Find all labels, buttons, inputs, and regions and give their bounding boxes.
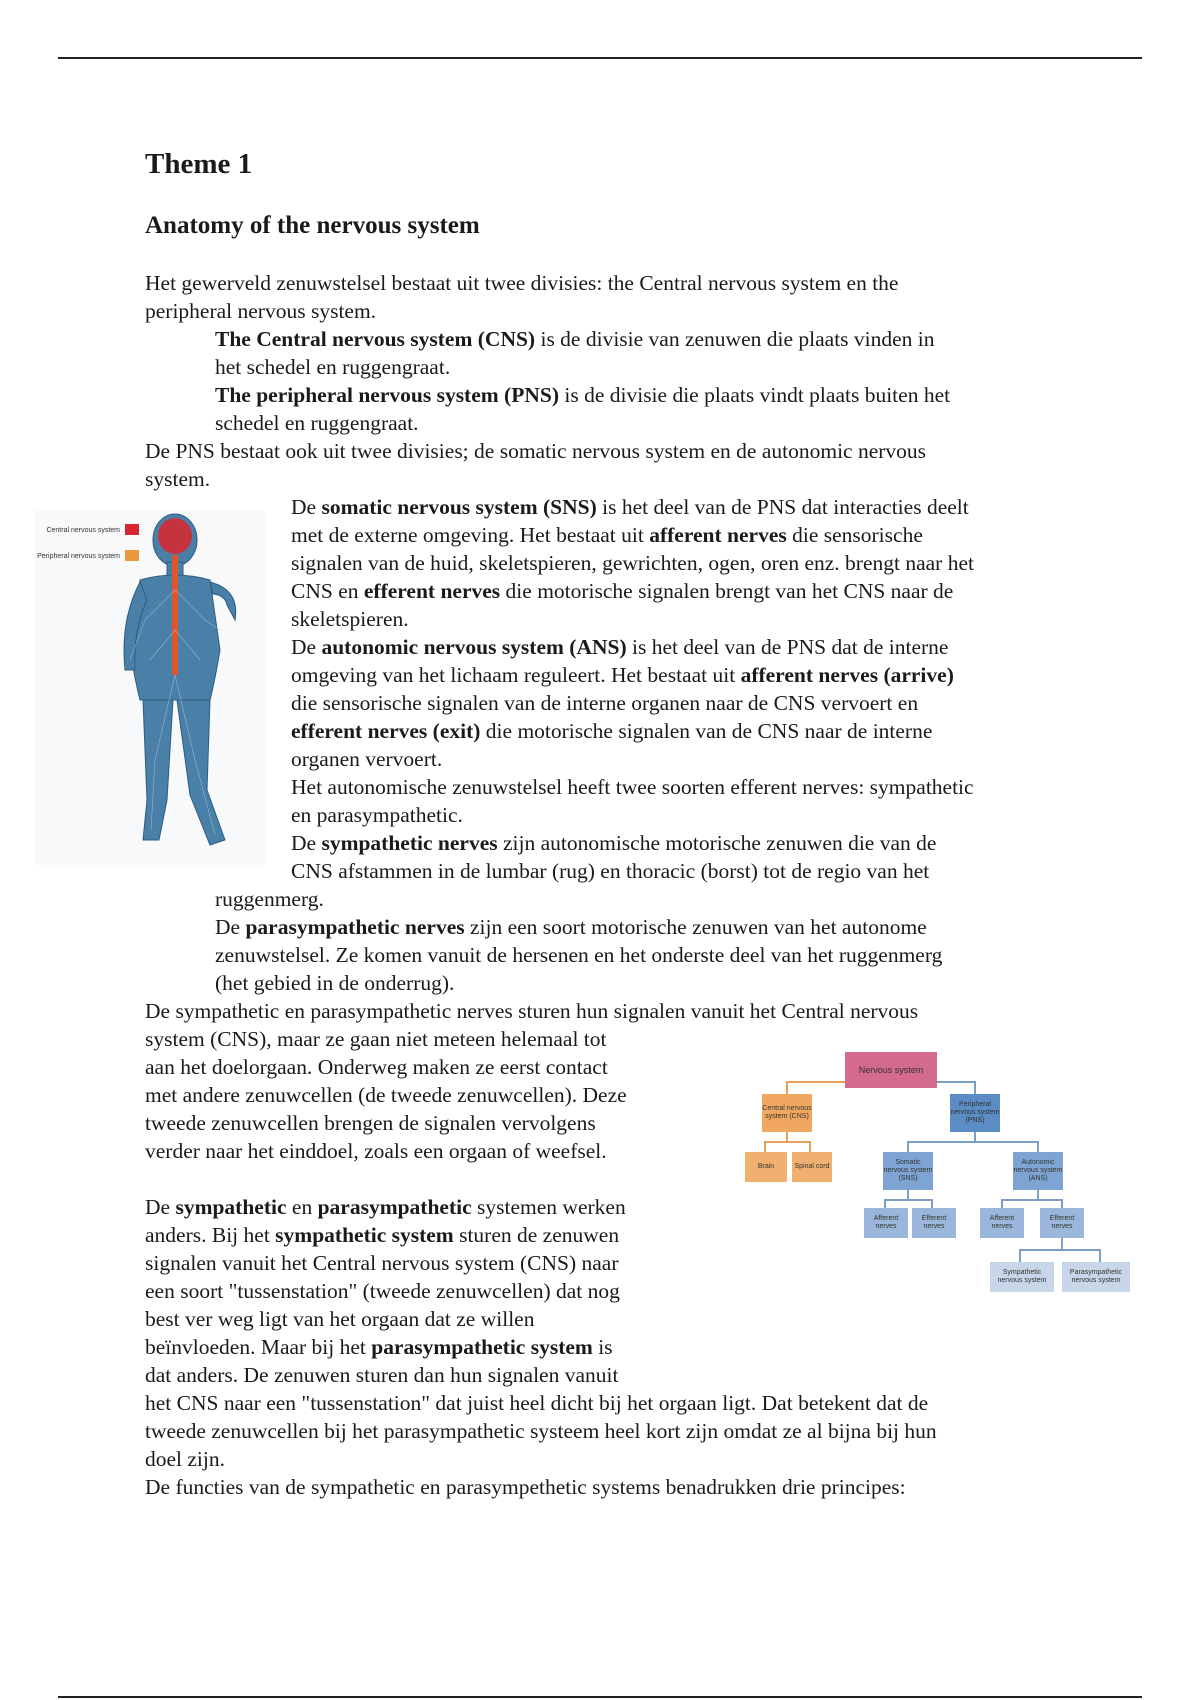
text-line: signalen vanuit het Central nervous system (CNS) naar xyxy=(145,1251,619,1275)
text-line: De sympathetic en parasympathetic nerves sturen hun signalen vanuit het Central nervous xyxy=(145,999,919,1023)
text-line: dat anders. De zenuwen sturen dan hun signalen vanuit xyxy=(145,1363,619,1387)
text-line: efferent nerves (exit) die motorische signalen van de CNS naar de interne xyxy=(291,719,933,743)
text-line: organen vervoert. xyxy=(291,747,443,771)
term: The Central nervous system (CNS) xyxy=(215,327,536,351)
text-line: schedel en ruggengraat. xyxy=(215,411,419,435)
tree-node-sympathetic: Sympathetic nervous system xyxy=(990,1262,1054,1292)
header-rule xyxy=(58,57,1142,59)
text-line: peripheral nervous system. xyxy=(145,299,377,323)
tree-node-somatic-efferent: Efferent nerves xyxy=(912,1208,956,1238)
text-line: anders. Bij het sympathetic system sturen de zenuwen xyxy=(145,1223,620,1247)
tree-node-somatic-afferent: Afferent nerves xyxy=(864,1208,908,1238)
text-line: signalen van de huid, skeletspieren, gewrichten, ogen, oren enz. brengt naar het xyxy=(291,551,974,575)
tree-node-somatic: Somatic nervous system (SNS) xyxy=(883,1152,933,1190)
tree-node-root: Nervous system xyxy=(845,1052,937,1088)
text-line: verder naar het einddoel, zoals een orgaan of weefsel. xyxy=(145,1139,607,1163)
text-line: ruggenmerg. xyxy=(215,887,324,911)
text-line: en parasympathetic. xyxy=(291,803,463,827)
text-line: De functies van de sympathetic en parasympethetic systems benadrukken drie principes: xyxy=(145,1475,906,1499)
text-line: omgeving van het lichaam reguleert. Het bestaat uit afferent nerves (arrive) xyxy=(291,663,954,687)
parasympathetic-definition: De parasympathetic nerves zijn een soort motorische zenuwen van het autonome xyxy=(215,915,927,939)
text-line: een soort "tussenstation" (tweede zenuwcellen) dat nog xyxy=(145,1279,620,1303)
text-line: best ver weg ligt van het orgaan dat ze willen xyxy=(145,1307,535,1331)
text-line: zenuwstelsel. Ze komen vanuit de hersenen en het onderste deel van het ruggenmerg xyxy=(215,943,943,967)
text-line: Het autonomische zenuwstelsel heeft twee soorten efferent nerves: sympathetic xyxy=(291,775,974,799)
tree-node-pns: Peripheral nervous system (PNS) xyxy=(950,1094,1000,1132)
term: autonomic nervous system (ANS) xyxy=(321,635,627,659)
term: sympathetic nerves xyxy=(321,831,498,855)
legend-cns-swatch xyxy=(125,524,139,535)
text-line: met de externe omgeving. Het bestaat uit afferent nerves die sensorische xyxy=(291,523,923,547)
cns-definition: The Central nervous system (CNS) is de divisie van zenuwen die plaats vinden in xyxy=(215,327,935,351)
text-line: aan het doelorgaan. Onderweg maken ze eerst contact xyxy=(145,1055,608,1079)
text-line: CNS en efferent nerves die motorische signalen brengt van het CNS naar de xyxy=(291,579,954,603)
legend-pns-swatch xyxy=(125,550,139,561)
text-line: (het gebied in de onderrug). xyxy=(215,971,455,995)
sympathetic-definition: De sympathetic nerves zijn autonomische motorische zenuwen die van de xyxy=(291,831,937,855)
text-line: CNS afstammen in de lumbar (rug) en thoracic (borst) tot de regio van het xyxy=(291,859,930,883)
term: somatic nervous system (SNS) xyxy=(321,495,597,519)
text-line: tweede zenuwcellen brengen de signalen vervolgens xyxy=(145,1111,596,1135)
ans-definition: De autonomic nervous system (ANS) is het deel van de PNS dat de interne xyxy=(291,635,949,659)
text-line: tweede zenuwcellen bij het parasympathetic systeem heel kort zijn omdat ze al bijna bij hun xyxy=(145,1419,937,1443)
term: The peripheral nervous system (PNS) xyxy=(215,383,559,407)
text-line: beïnvloeden. Maar bij het parasympathetic system is xyxy=(145,1335,613,1359)
text-line: system (CNS), maar ze gaan niet meteen helemaal tot xyxy=(145,1027,607,1051)
tree-node-cns: Central nervous system (CNS) xyxy=(762,1094,812,1132)
spinal-cord-shape xyxy=(172,555,178,675)
human-body xyxy=(124,514,236,845)
legend-cns-label: Central nervous system xyxy=(46,527,120,534)
page-title: Theme 1 xyxy=(145,148,253,180)
tree-node-autonomic: Autonomic nervous system (ANS) xyxy=(1013,1152,1063,1190)
tree-node-parasympathetic: Parasympathetic nervous system xyxy=(1062,1262,1130,1292)
pns-definition: The peripheral nervous system (PNS) is de divisie die plaats vindt plaats buiten het xyxy=(215,383,951,407)
tree-node-autonomic-afferent: Afferent nerves xyxy=(980,1208,1024,1238)
section-title: Anatomy of the nervous system xyxy=(145,212,480,239)
text-line: het schedel en ruggengraat. xyxy=(215,355,451,379)
nervous-system-body-figure xyxy=(35,510,265,865)
sns-definition: De somatic nervous system (SNS) is het deel van de PNS dat interacties deelt xyxy=(291,495,969,519)
text-line: met andere zenuwcellen (de tweede zenuwcellen). Deze xyxy=(145,1083,627,1107)
brain-shape xyxy=(158,518,192,554)
text-line: De sympathetic en parasympathetic systemen werken xyxy=(145,1195,626,1219)
text-line: doel zijn. xyxy=(145,1447,226,1471)
tree-node-autonomic-efferent: Efferent nerves xyxy=(1040,1208,1084,1238)
term: parasympathetic nerves xyxy=(245,915,465,939)
nervous-system-tree-diagram xyxy=(720,1030,1140,1375)
tree-node-brain: Brain xyxy=(745,1152,787,1182)
text-line: skeletspieren. xyxy=(291,607,409,631)
text-line: Het gewerveld zenuwstelsel bestaat uit twee divisies: the Central nervous system en the xyxy=(145,271,899,295)
text-line: die sensorische signalen van de interne organen naar de CNS vervoert en xyxy=(291,691,919,715)
text-line: De PNS bestaat ook uit twee divisies; de somatic nervous system en de autonomic nervous xyxy=(145,439,927,463)
text-line: het CNS naar een "tussenstation" dat juist heel dicht bij het orgaan ligt. Dat betekent dat de xyxy=(145,1391,929,1415)
legend-pns-label: Peripheral nervous system xyxy=(37,553,120,560)
footer-rule xyxy=(58,1696,1142,1698)
text-line: system. xyxy=(145,467,211,491)
tree-node-spinal-cord: Spinal cord xyxy=(792,1152,832,1182)
